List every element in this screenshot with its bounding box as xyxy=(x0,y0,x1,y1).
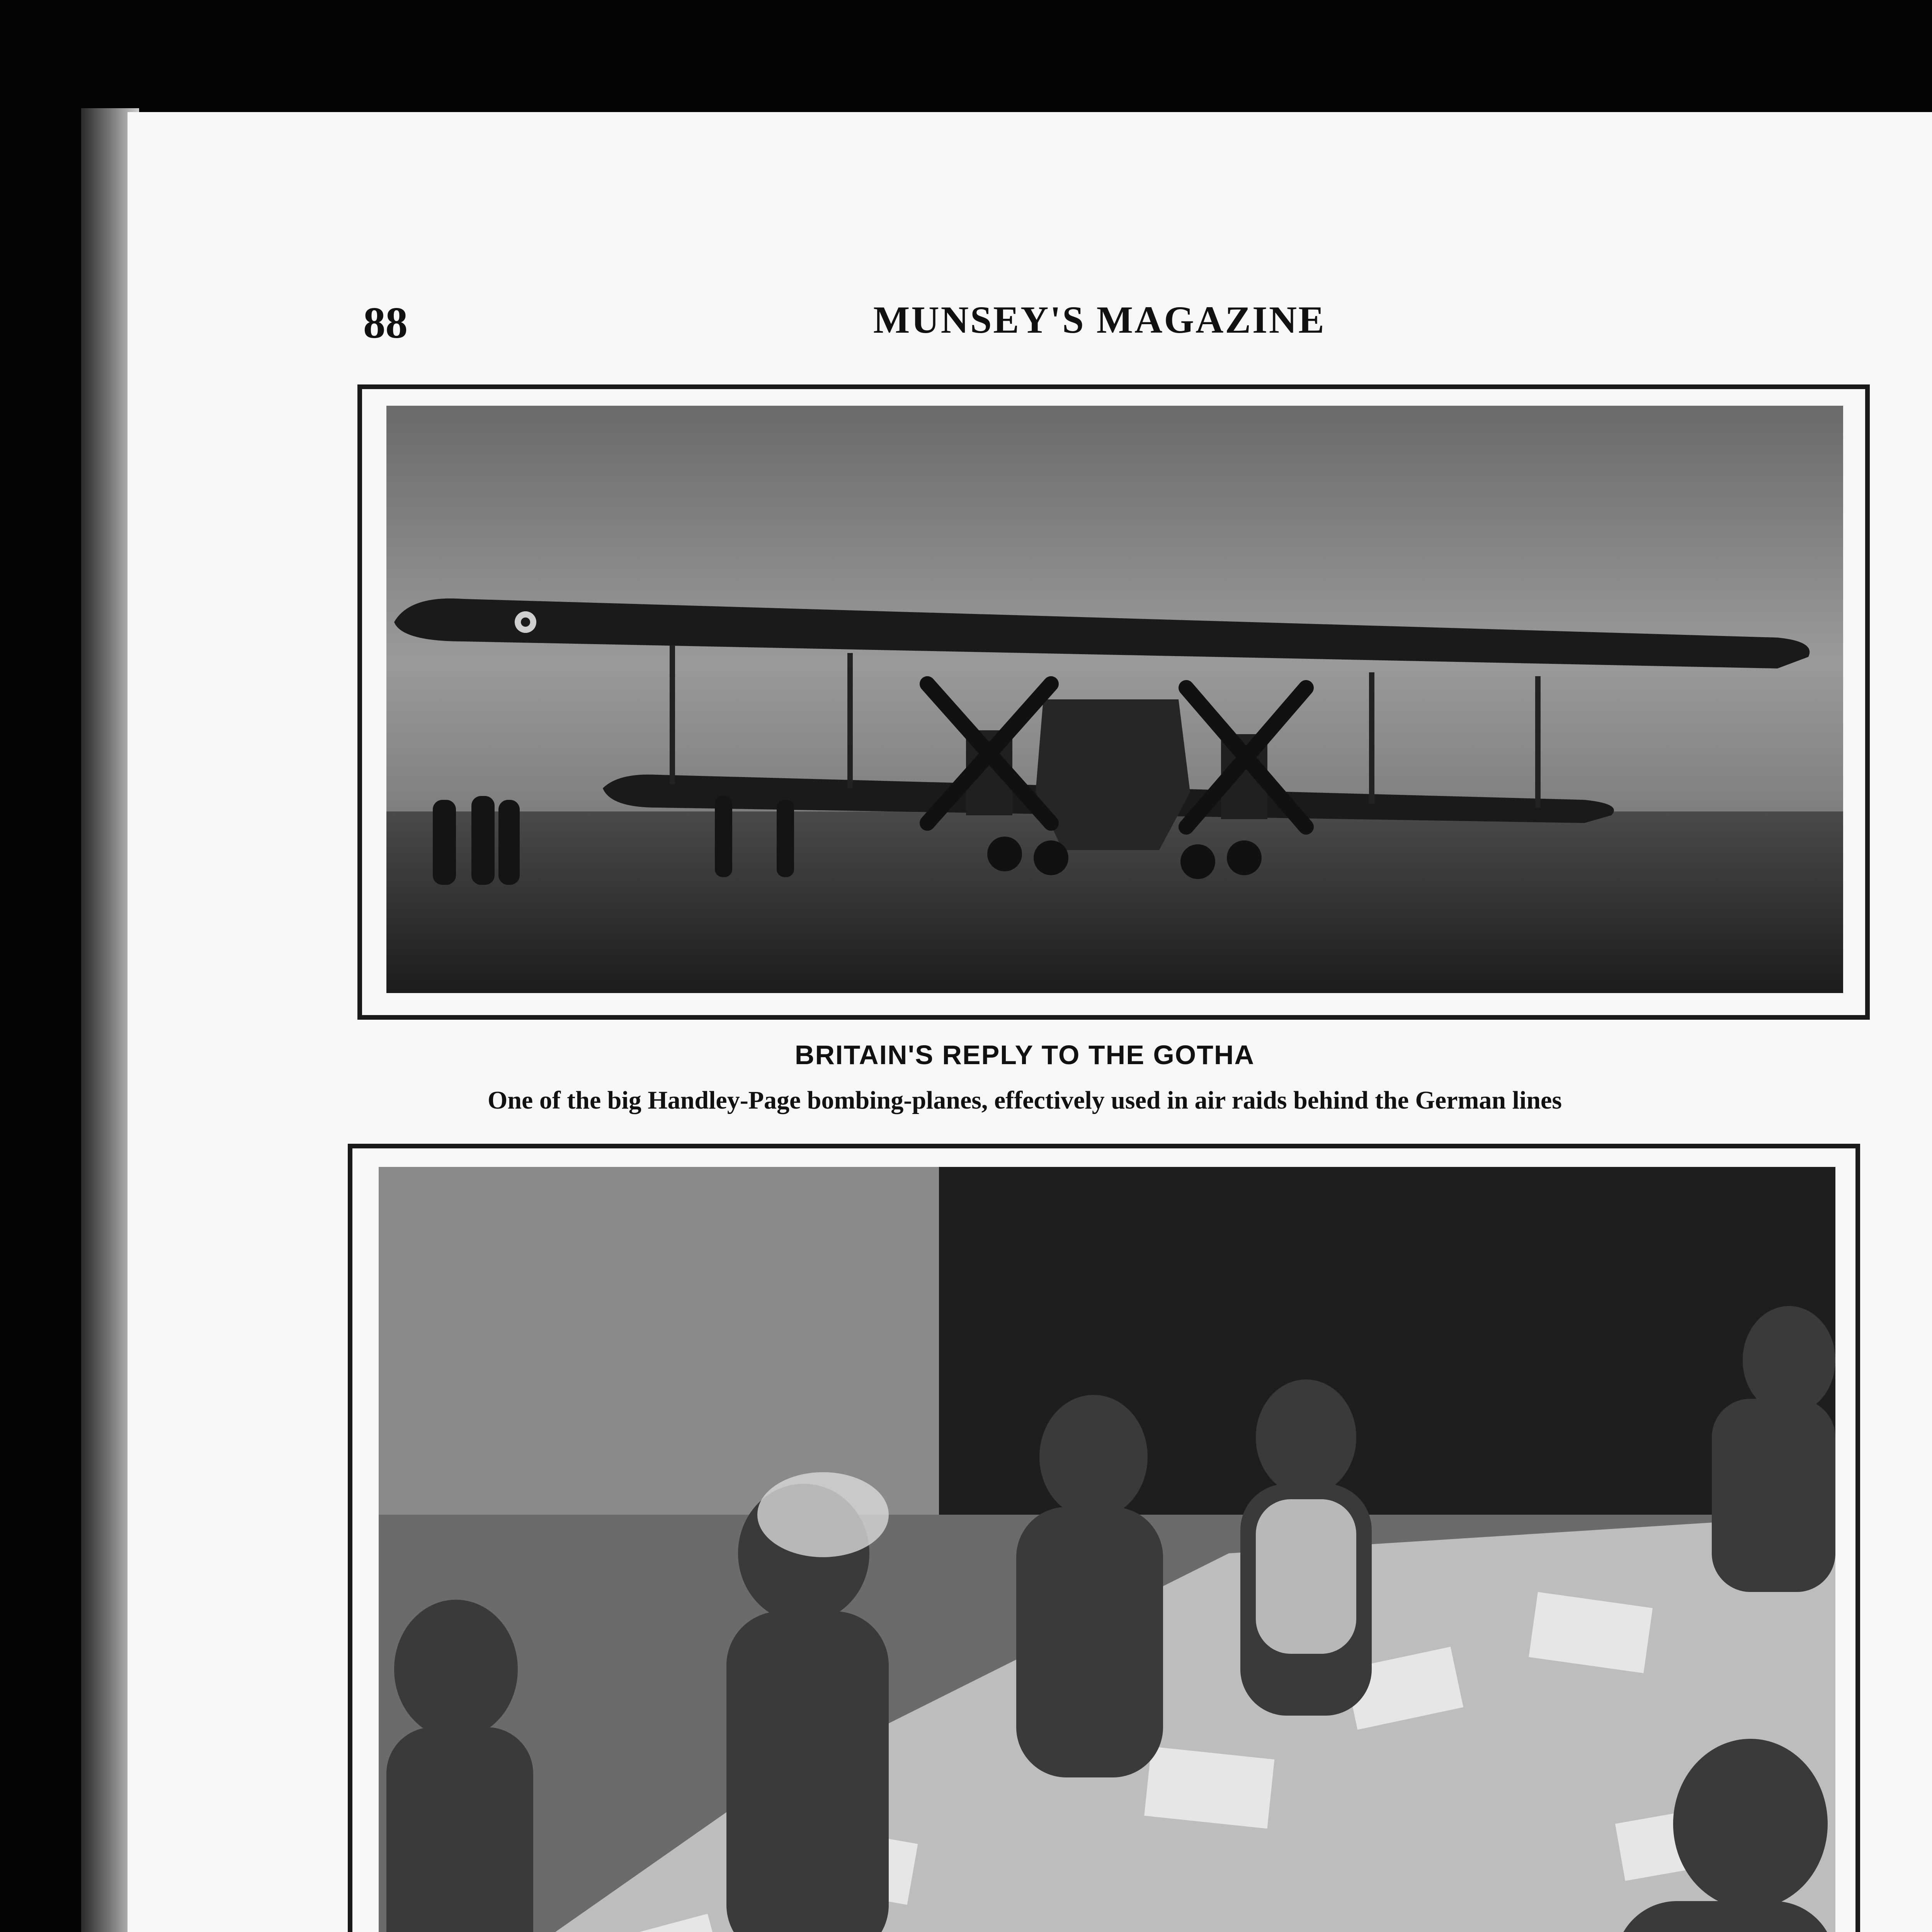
airplane-photo xyxy=(386,406,1843,993)
page-number: 88 xyxy=(363,298,408,347)
figure-1-caption: One of the big Handley-Page bombing-planes, effectively used in air raids behind the German lines xyxy=(487,1086,1562,1114)
figure-1-title: BRITAIN'S REPLY TO THE GOTHA xyxy=(794,1040,1255,1070)
running-head: MUNSEY'S MAGAZINE xyxy=(873,298,1326,341)
office-photo xyxy=(379,1167,1835,1932)
